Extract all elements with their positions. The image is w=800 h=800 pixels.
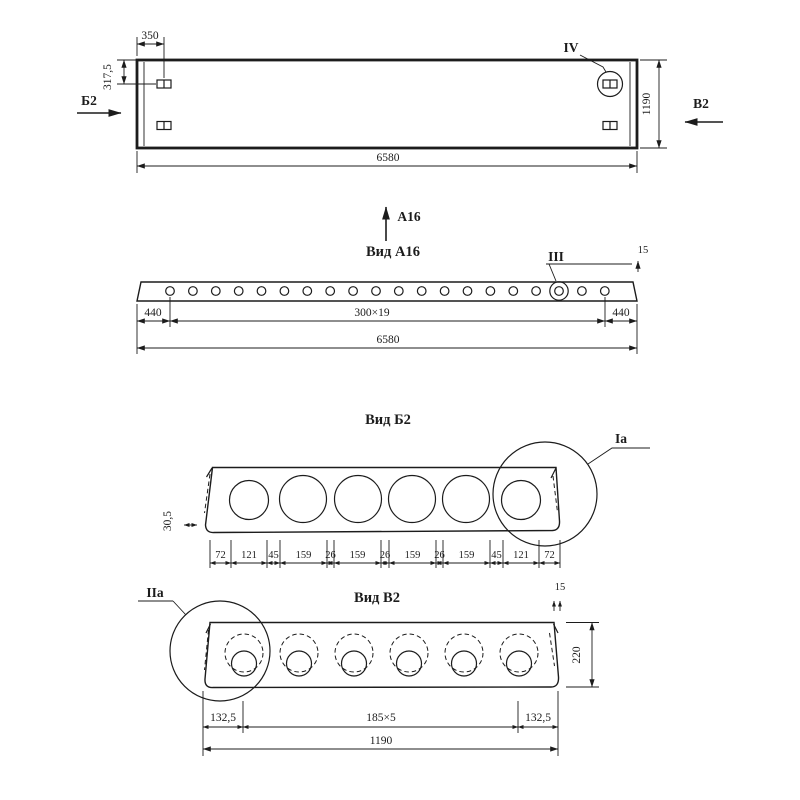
- core: [390, 634, 428, 676]
- dim-chain-value: 72: [544, 550, 555, 561]
- dim-440-right: 440: [612, 307, 630, 319]
- core-hole-circle: [397, 651, 422, 676]
- dim-6580-total: 6580: [376, 334, 400, 346]
- hole: [395, 287, 404, 296]
- detail-iia-circle: [170, 601, 270, 701]
- view-v2-title: Вид В2: [354, 590, 400, 606]
- detail-iii-circle: [550, 282, 568, 300]
- dim-chain-value: 121: [241, 550, 257, 561]
- dim-350: 350: [141, 30, 159, 42]
- core-hole-circle: [287, 651, 312, 676]
- dim-chain-value: 121: [513, 550, 529, 561]
- hole: [440, 287, 449, 296]
- detail-iv-leader-line: [580, 55, 606, 72]
- core: [225, 634, 263, 676]
- core-hole-circle: [342, 651, 367, 676]
- dim-chain-b2: [210, 540, 560, 568]
- section-label-v2: В2: [693, 96, 709, 111]
- dim-1190-total: 1190: [369, 735, 393, 747]
- hole: [532, 287, 541, 296]
- view-b2-title: Вид Б2: [365, 412, 411, 428]
- dim-chain-value: 159: [295, 550, 312, 561]
- dim-300x19: 300×19: [354, 307, 390, 319]
- core-circle: [280, 476, 327, 523]
- detail-iv-label: IV: [563, 40, 579, 55]
- hole: [578, 287, 587, 296]
- detail-iii-label: III: [548, 249, 564, 264]
- hole: [417, 287, 426, 296]
- hidden-cores: [225, 634, 538, 676]
- detail-iii-leader-line: [549, 264, 556, 281]
- detail-ia-label: Ia: [614, 431, 628, 446]
- core-circle: [502, 481, 541, 520]
- core-dashed-circle: [280, 634, 318, 672]
- dim-132-5-left: 132,5: [210, 712, 236, 724]
- core: [500, 634, 538, 676]
- core-circle: [443, 476, 490, 523]
- section-v2-outline: [205, 623, 559, 688]
- core-dashed-circle: [225, 634, 263, 672]
- view-v2: [138, 582, 599, 756]
- hole: [257, 287, 266, 296]
- core-circle: [230, 481, 269, 520]
- dim-132-5-right: 132,5: [525, 712, 551, 724]
- dim-220: 220: [571, 646, 583, 664]
- view-a16-title: Вид А16: [366, 244, 420, 260]
- core-dashed-circle: [390, 634, 428, 672]
- core-hole-circle: [232, 651, 257, 676]
- hole: [349, 287, 358, 296]
- chamfer-15-label: 15: [637, 245, 649, 256]
- dim-chain-value: 45: [491, 550, 502, 561]
- core-circle: [335, 476, 382, 523]
- section-label-b2: Б2: [81, 93, 97, 108]
- core: [445, 634, 483, 676]
- core-dashed-circle: [335, 634, 373, 672]
- core-circle: [389, 476, 436, 523]
- hole: [166, 287, 175, 296]
- core: [335, 634, 373, 676]
- dim-30-5: 30,5: [162, 510, 174, 532]
- vent-holes: [166, 287, 609, 296]
- dim-chain-value: 26: [434, 550, 445, 561]
- dim-6580: 6580: [376, 152, 400, 164]
- hole: [303, 287, 312, 296]
- dim-chain-value: 159: [404, 550, 421, 561]
- lifting-loop: [603, 122, 617, 130]
- view-b2: [162, 412, 650, 568]
- hole: [326, 287, 335, 296]
- hole: [189, 287, 198, 296]
- hole: [280, 287, 289, 296]
- hole: [234, 287, 243, 296]
- dim-chain-value: 26: [379, 550, 391, 561]
- hole: [555, 287, 564, 296]
- chamfer-dashed-line: [550, 633, 555, 666]
- core-hole-circle: [452, 651, 477, 676]
- hole: [372, 287, 381, 296]
- lifting-loop: [157, 122, 171, 130]
- dim-440-left: 440: [144, 307, 162, 319]
- lifting-loop: [603, 80, 617, 88]
- core-dashed-circle: [445, 634, 483, 672]
- core-dashed-circle: [500, 634, 538, 672]
- hole: [463, 287, 472, 296]
- core: [280, 634, 318, 676]
- panel-outline: [137, 60, 637, 148]
- section-b2-outline: [206, 468, 560, 533]
- chamfer-15-label: 15: [554, 582, 566, 593]
- detail-ia-leader-line: [588, 448, 650, 464]
- view-direction-label-a16: А16: [397, 209, 421, 224]
- detail-iia-label: IIa: [146, 585, 164, 600]
- lifting-loops: [157, 80, 617, 130]
- detail-iia-leader-line: [173, 601, 186, 615]
- dim-chain-value: 159: [349, 550, 366, 561]
- dim-185x5: 185×5: [366, 712, 396, 724]
- dim-317-5: 317,5: [102, 64, 114, 90]
- plan-view: [77, 30, 723, 241]
- core-hole-circle: [507, 651, 532, 676]
- hole: [509, 287, 518, 296]
- hole: [486, 287, 495, 296]
- hole: [212, 287, 221, 296]
- view-a16: [137, 244, 648, 354]
- dim-chain-value: 159: [458, 550, 475, 561]
- dim-chain-value: 45: [268, 550, 279, 561]
- hole: [601, 287, 610, 296]
- dim-chain-value: 26: [325, 550, 336, 561]
- dim-1190: 1190: [641, 92, 653, 116]
- lifting-loop: [157, 80, 171, 88]
- dim-chain-value: 72: [215, 550, 226, 561]
